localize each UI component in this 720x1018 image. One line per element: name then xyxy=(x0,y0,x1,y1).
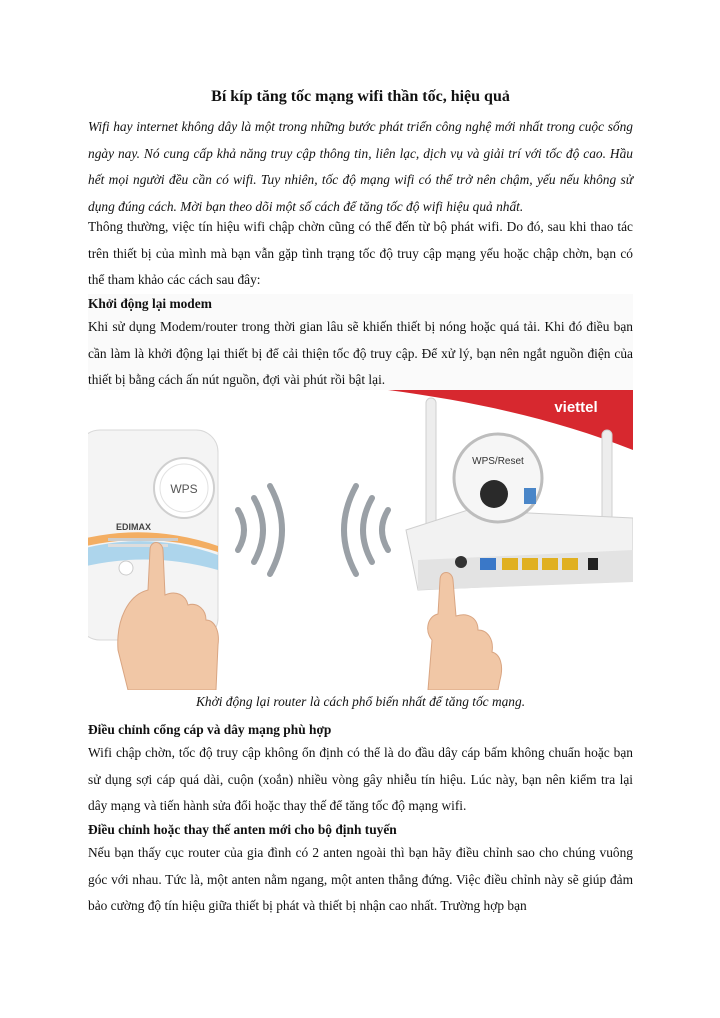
wps-reset-label: WPS/Reset xyxy=(472,456,524,467)
section-1-body: Khi sử dụng Modem/router trong thời gian lâu sẽ khiến thiết bị nóng hoặc quá tải. Khi đó điều bạn cần làm là khởi động lại thiết bị để cải thiện tốc độ truy cập. Để xử lý, bạn nên ngắt nguồn điện của thiết bị bằng cách ấn nút nguồn, đợi vài phút rồi bật lại. xyxy=(88,319,633,388)
router-figure xyxy=(88,390,633,690)
section-1-heading: Khởi động lại modem xyxy=(88,296,212,311)
section-2-body: Wifi chập chờn, tốc độ truy cập không ổn định có thể là do đầu dây cáp bấm không chuẩn hoặc bạn sử dụng sợi cáp quá dài, cuộn (xoắn) nhiều vòng gây nhiễu tín hiệu. Lúc này, bạn nên kiểm tra lại dây mạng và tiến hành sửa đổi hoặc thay thế để tăng tốc độ mạng wifi. xyxy=(88,745,633,814)
zoom-circle xyxy=(454,434,542,522)
wan-port xyxy=(480,558,496,570)
router-illustration xyxy=(88,390,633,690)
document-title: Bí kíp tăng tốc mạng wifi thần tốc, hiệu quả xyxy=(211,88,510,105)
viettel-logo: viettel xyxy=(554,399,598,416)
section-3-heading: Điều chỉnh hoặc thay thế anten mới cho bộ định tuyến xyxy=(88,822,397,837)
section-3-body: Nếu bạn thấy cục router của gia đình có 2 anten ngoài thì bạn hãy điều chỉnh sao cho chúng vuông góc với nhau. Tức là, một anten nằm ngang, một anten thẳng đứng. Việc điều chỉnh này sẽ giúp đảm bảo cường độ tín hiệu giữa thiết bị phát và thiết bị nhận cao nhất. Trường hợp bạn xyxy=(88,845,633,914)
extender-brand: EDIMAX xyxy=(116,522,152,532)
right-hand xyxy=(428,573,502,691)
signal-waves-right xyxy=(344,486,388,574)
figure-caption: Khởi động lại router là cách phổ biến nhất để tăng tốc mạng. xyxy=(195,694,526,709)
wps-reset-button xyxy=(455,556,467,568)
wps-label: WPS xyxy=(170,482,198,496)
paragraph-1: Thông thường, việc tín hiệu wifi chập chờn cũng có thể đến từ bộ phát wifi. Do đó, sau khi thao tác trên thiết bị của mình mà bạn vẫn gặp tình trạng tốc độ truy cập mạng yếu hoặc chập chờn, bạn có thể tham khảo các cách sau đây: xyxy=(88,219,633,288)
signal-waves-left xyxy=(238,486,282,574)
intro-paragraph: Wifi hay internet không dây là một trong những bước phát triển công nghệ mới nhất trong cuộc sống ngày nay. Nó cung cấp khả năng truy cập thông tin, liên lạc, dịch vụ và giải trí với tốc độ cao. Hầu hết mọi người đều cần có wifi. Tuy nhiên, tốc độ mạng wifi có thể trở nên chậm, yếu nếu không sử dụng đúng cách. Mời bạn theo dõi một số cách để tăng tốc độ wifi hiệu quả nhất. xyxy=(88,119,633,214)
section-2-heading: Điều chỉnh cổng cáp và dây mạng phù hợp xyxy=(88,722,332,737)
